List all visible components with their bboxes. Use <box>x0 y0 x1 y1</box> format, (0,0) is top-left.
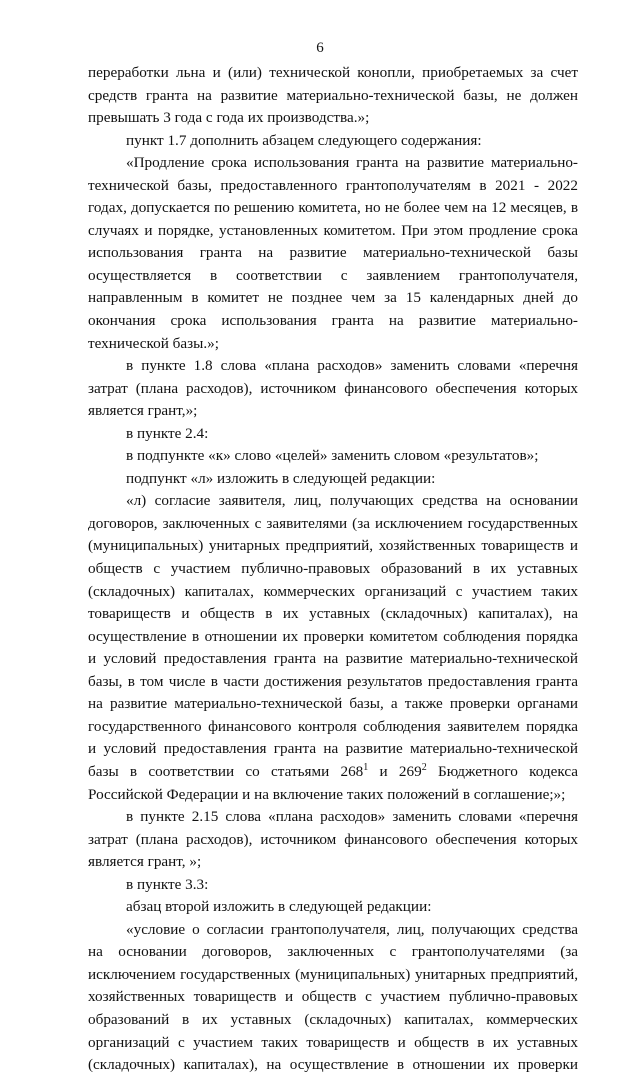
page-number: 6 <box>316 40 324 56</box>
text-fragment: и 269 <box>368 762 422 780</box>
text-line: государственного финансового контроля соблюдения заявителем порядка <box>88 717 578 735</box>
text-line: окончания срока использования гранта на развитие материально- <box>88 312 578 330</box>
text-line: договоров, заключенных с заявителями (за исключением государственных <box>88 514 578 532</box>
text-line: направленным в комитет не позднее чем за 15 календарных дней до <box>88 289 578 307</box>
text-line: в пункте 2.4: <box>126 424 209 442</box>
text-line: и условий предоставления гранта на развитие материально-технической <box>88 740 578 758</box>
text-line: образований в их уставных (складочных) капиталах, коммерческих <box>88 1010 578 1028</box>
document-body <box>88 62 578 1077</box>
text-fragment: Бюджетного кодекса <box>426 762 578 780</box>
text-line: технической базы, предоставленного грантополучателям в 2021 - 2022 <box>88 176 578 194</box>
text-line: осуществляется в соответствии с заявлением грантополучателя, <box>88 266 578 284</box>
text-line: случаях и порядке, установленных комитетом. При этом продление срока <box>88 221 578 239</box>
text-line: является грант, »; <box>88 853 202 871</box>
text-line: на основании договоров, заключенных с грантополучателями (за <box>88 943 578 961</box>
text-line: осуществление в отношении их проверки комитетом соблюдения порядка <box>88 627 578 645</box>
text-line: хозяйственных товариществ и обществ с участием публично-правовых <box>88 988 578 1006</box>
text-line: превышать 3 года с года их производства.»; <box>88 109 370 127</box>
text-line: и условий предоставления гранта на развитие материально-технической <box>88 650 578 668</box>
text-line: абзац второй изложить в следующей редакции: <box>126 898 432 916</box>
text-line: Российской Федерации и на включение таких положений в соглашение;»; <box>88 785 566 803</box>
text-line: товариществ и обществ в их уставных (складочных) капиталах), на <box>88 605 578 623</box>
text-line: средств гранта на развитие материально-технической базы, не должен <box>88 86 578 104</box>
text-line: в пункте 3.3: <box>126 875 209 893</box>
text-line: затрат (плана расходов), источником финансового обеспечения которых <box>88 379 578 397</box>
text-line: (муниципальных) унитарных предприятий, хозяйственных товариществ и <box>88 537 578 555</box>
text-line: годах, допускается по решению комитета, но не более чем на 12 месяцев, в <box>88 199 578 217</box>
text-line: в пункте 1.8 слова «плана расходов» заменить словами «перечня <box>126 357 578 375</box>
text-line: базы, в том числе в части достижения результатов предоставления гранта <box>88 672 578 690</box>
superscript: 1 <box>363 761 369 773</box>
text-line <box>88 761 578 784</box>
text-line: пункт 1.7 дополнить абзацем следующего содержания: <box>126 131 482 149</box>
text-line: затрат (плана расходов), источником финансового обеспечения которых <box>88 830 578 848</box>
text-line: на развитие материально-технической базы, а также проверки органами <box>88 695 578 713</box>
text-line: «условие о согласии грантополучателя, лиц, получающих средства <box>126 920 578 938</box>
text-line: (складочных) капиталах), на осуществление в отношении их проверки <box>88 1056 578 1074</box>
text-line: в пункте 2.15 слова «плана расходов» заменить словами «перечня <box>126 808 578 826</box>
text-line: переработки льна и (или) технической конопли, приобретаемых за счет <box>88 64 578 81</box>
text-line: организаций с участием таких товариществ и обществ в их уставных <box>88 1033 578 1051</box>
text-line: (складочных) капиталах, коммерческих организаций с участием таких <box>88 582 578 600</box>
text-line: «л) согласие заявителя, лиц, получающих средства на основании <box>126 492 578 510</box>
text-line: в подпункте «к» слово «целей» заменить словом «результатов»; <box>126 447 539 465</box>
text-fragment: базы в соответствии со статьями 268 <box>88 762 364 780</box>
superscript: 2 <box>421 761 427 773</box>
text-line: является грант,»; <box>88 402 198 420</box>
text-line: исключением государственных (муниципальных) унитарных предприятий, <box>88 965 578 983</box>
text-line: подпункт «л» изложить в следующей редакции: <box>126 469 436 487</box>
text-line: использования гранта на развитие материально-технической базы <box>88 244 578 262</box>
text-line: обществ с участием публично-правовых образований в их уставных <box>88 560 578 578</box>
text-line: технической базы.»; <box>88 334 219 352</box>
text-line: «Продление срока использования гранта на развитие материально- <box>126 154 578 172</box>
